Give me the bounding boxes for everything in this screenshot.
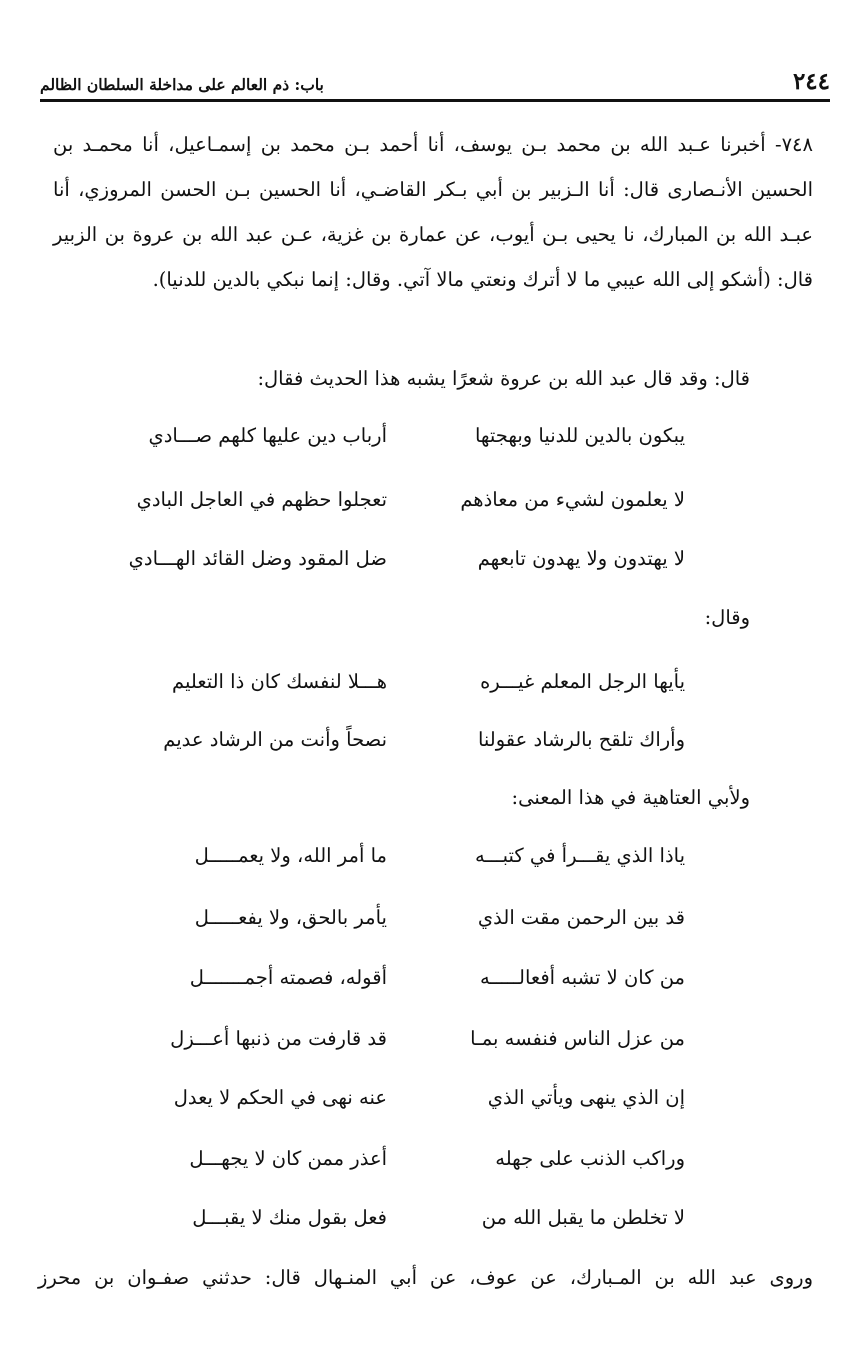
paragraph-line: ٧٤٨- أخبرنا عـبد الله بن محمد بـن يوسف، أنا أحمد بـن محمد بن إسمـاعيل، أنا — [142, 133, 813, 156]
paragraph-line: محمـد بن الحسين الأنـصارى قال: أنا الـزبير بن أبي بـكر القاضـي، أنا الحسين بـن الحسن — [53, 133, 813, 201]
verse-line — [40, 720, 830, 760]
verse-second-half: أعذر ممن كان لا يجهـــل — [189, 1147, 387, 1170]
verse-line — [40, 416, 830, 456]
chapter-title: باب: ذم العالم على مداخلة السلطان الظالم — [40, 74, 324, 94]
verse-first-half: من عزل الناس فنفسه بمـا — [470, 1027, 685, 1050]
closing-line: وروى عبد الله بن المـبارك، عن عوف، عن أبي المنـهال قال: حدثني صفـوان بن محرز — [38, 1266, 813, 1289]
verse-second-half: فعل بقول منك لا يقبـــل — [192, 1206, 387, 1229]
verse-second-half: نصحاً وأنت من الرشاد عديم — [163, 728, 387, 751]
verse-first-half: قد بين الرحمن مقت الذي — [477, 906, 685, 929]
verse-line — [40, 480, 830, 520]
verse-second-half: ضل المقود وضل القائد الهـــادي — [128, 547, 387, 570]
hadith-748-paragraph — [53, 122, 813, 302]
verse-second-half: تعجلوا حظهم في العاجل البادي — [136, 488, 387, 511]
verse-second-half: ما أمر الله، ولا يعمـــــل — [194, 844, 387, 867]
verse-line — [40, 958, 830, 998]
verse-line — [40, 662, 830, 702]
verse-first-half: يبكون بالدين للدنيا وبهجتها — [474, 424, 685, 447]
verse-first-half: ياذا الذي يقـــرأ في كتبـــه — [475, 844, 685, 867]
verse-line — [40, 1019, 830, 1059]
verse-line — [40, 836, 830, 876]
verse-second-half: عنه نهى في الحكم لا يعدل — [173, 1086, 387, 1109]
verse-line — [40, 898, 830, 938]
verse-first-half: من كان لا تشبه أفعالـــــه — [480, 966, 685, 989]
paragraph-line: عروة بن الزبير قال: (أشكو إلى الله عيبي ما لا أترك ونعتي مالا آتي. وقال: إنما نبكي بالدين — [53, 223, 813, 291]
verse-line — [40, 1139, 830, 1179]
verse-second-half: قد قارفت من ذنبها أعـــزل — [170, 1027, 387, 1050]
poem-intro: وقال: — [704, 606, 750, 629]
verse-second-half: يأمر بالحق، ولا يفعـــــل — [194, 906, 387, 929]
verse-first-half: يأيها الرجل المعلم غيـــره — [480, 670, 685, 693]
paragraph-line: للدنيا). — [152, 268, 207, 291]
verse-first-half: لا يعلمون لشيء من معاذهم — [460, 488, 685, 511]
verse-first-half: لا يهتدون ولا يهدون تابعهم — [477, 547, 685, 570]
verse-line — [40, 539, 830, 579]
paragraph-line: المروزي، أنا عبـد الله بن المبارك، نا يحيى بـن أيوب، عن عمارة بن غزية، عـن عبد الله بن — [53, 178, 814, 246]
verse-second-half: أقوله، فصمته أجمـــــــل — [189, 966, 387, 989]
poem-intro: قال: وقد قال عبد الله بن عروة شعرًا يشبه هذا الحديث فقال: — [257, 367, 750, 390]
header-rule — [40, 99, 830, 102]
running-head — [40, 62, 830, 96]
verse-first-half: وراكب الذنب على جهله — [495, 1147, 685, 1170]
page-number: ٢٤٤ — [792, 68, 830, 95]
verse-first-half: إن الذي ينهى ويأتي الذي — [487, 1086, 685, 1109]
verse-line — [40, 1078, 830, 1118]
verse-first-half: لا تخلطن ما يقبل الله من — [481, 1206, 685, 1229]
verse-line — [40, 1198, 830, 1238]
poem-intro: ولأبي العتاهية في هذا المعنى: — [511, 786, 750, 809]
verse-second-half: هـــلا لنفسك كان ذا التعليم — [172, 670, 387, 693]
verse-first-half: وأراك تلقح بالرشاد عقولنا — [477, 728, 685, 751]
verse-second-half: أرباب دين عليها كلهم صـــادي — [148, 424, 387, 447]
